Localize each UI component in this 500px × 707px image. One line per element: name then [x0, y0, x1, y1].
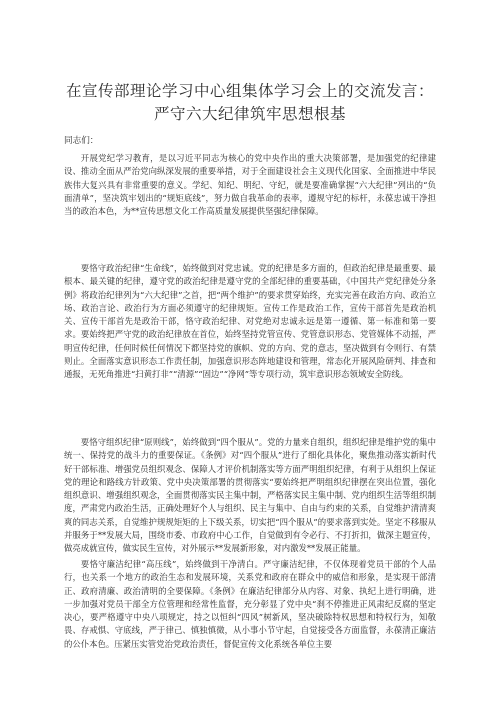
paragraph-integrity-discipline: 要恪守廉洁纪律“高压线”，始终做到干净清白。严守廉洁纪律，不仅体现着党员干部的个人品行，也关系一个地方的政治生态和发展环境，关系党和政府在群众中的威信和形象，是实现干部清正、政府清廉、政治清明的全要保障。《条例》在廉洁纪律部分从内容、对象、执纪上进行明确，进一步加强对党员干部全方位管理和经常性监督，充分彰显了党中央“刹不停推进正风肃纪反腐的坚定决心，要严格遵守中央八项规定，持之以恒纠“四风”树新风，坚决破除特权思想和特权行为，知敬畏、存戒惧、守底线，严于律己、慎独慎微，从小事小节守起，自觉接受各方面监督，永葆清正廉洁的公仆本色。压紧压实管党治党政治责任，督促宣传文化系统各单位主要: [64, 559, 436, 649]
paragraph-organizational-discipline: 要恪守组织纪律“原则线”，始终做到“四个服从”。党的力量来自组织，组织纪律是维护党的集中统一、保持党的战斗力的重要保证。《条例》对“四个服从”进行了细化具体化，聚焦推动落实新时代好干部标准、增强党员组织观念、保障人才评价机制落实等方面严明组织纪律，有利于从组织上保证党的理论和路线方针政策、党中央决策部署的贯彻落实“要始终把严明组织纪律摆在突出位置，强化组织意识、增强组织观念，全面贯彻落实民主集中制，严格落实民主集中制、党内组织生活等组织制度，严肃党内政治生活，正确处理好个人与组织、民主与集中、自由与约束的关系，自觉维护清清爽爽的同志关系，自觉维护规规矩矩的上下级关系，切实把“四个服从”的要求落到实处。坚定不移服从并服务于**发展大局，围绕市委、市政府中心工作，自觉做到有令必行、不打折扣，做深主题宣传，做亮成就宣传，做实民生宣传，对外展示**发展新形象，对内激发**发展正能量。: [64, 437, 436, 554]
salutation: 同志们：: [64, 136, 99, 146]
paragraph-intro: 开展党纪学习教育，是以习近平同志为核心的党中央作出的重大决策部署，是加强党的纪律建设、推动全面从严治党向纵深发展的重要举措，对于全面建设社会主义现代化国家、全面推进中华民族伟大复兴具有非常重要的意义。学纪、知纪、明纪、守纪，就是要准确掌握“六大纪律”列出的“负面清单”，坚决筑牢划出的“规矩底线”，努力做自我革命的表率，遵规守纪的标杆，永葆忠诚干净担当的政治本色，为**宣传思想文化工作高质量发展提供坚强纪律保障。: [64, 153, 436, 217]
document-title-line-1: 在宣传部理论学习中心组集体学习会上的交流发言：: [65, 82, 434, 100]
document-title-line-2: 严守六大纪律筑牢思想根基: [153, 105, 346, 123]
paragraph-political-discipline: 要恪守政治纪律“生命线”，始终做到对党忠诚。党的纪律是多方面的，但政治纪律是最重要、最根本、最关键的纪律，遵守党的政治纪律是遵守党的全部纪律的重要基础，《中国共产党纪律处分条例》将政治纪律列为“六大纪律”之首，把“两个维护”的要求贯穿始终，充实完善在政治方向、政治立场、政治言论、政治行为方面必须遵守的纪律规矩。宣传工作是政治工作，宣传干部首先是政治机关、宣传干部首先是政治干部，恪守政治纪律、对党绝对忠诚永远是第一遵循、第一标准和第一要求。要始终把严守党的政治纪律放在首位，始终坚持党管宣传、党管意识形态、党管媒体不动摇，严明宣传纪律，任何时候任何情况下都坚持党的旗帜、党的方向、党的意志，坚决做到有令则行、有禁则止。全面落实意识形态工作责任制，加强意识形态阵地建设和管理，常态化开展风险研判、排查和通报，无死角推进“扫黄打非”“清源”“固边”“净网”等专项行动，筑牢意识形态领域安全防线。: [64, 263, 436, 380]
